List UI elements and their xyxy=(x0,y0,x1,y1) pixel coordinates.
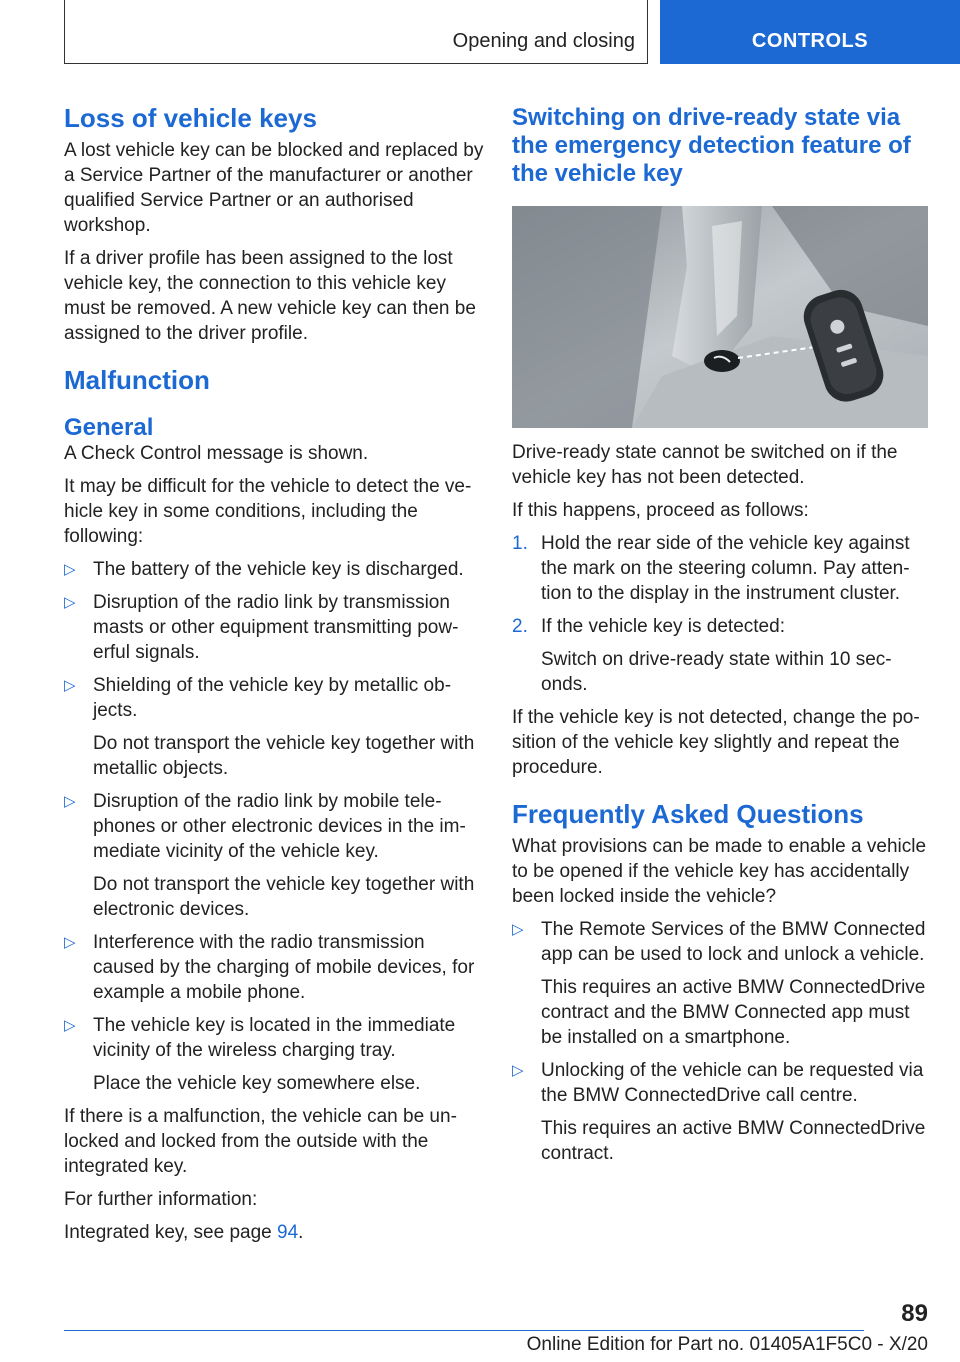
heading-loss-of-vehicle-keys: Loss of vehicle keys xyxy=(64,103,317,133)
paragraph: For further information: xyxy=(64,1189,258,1210)
list-item: ▷ Unlocking of the vehicle can be requested via the BMW ConnectedDrive call centre. This requires an active BMW ConnectedDrive contract. xyxy=(512,1058,928,1166)
paragraph: Drive-ready state cannot be switched on if the vehicle key has not been detected. xyxy=(512,442,898,488)
list-item-note: Place the vehicle key somewhere else. xyxy=(93,1073,421,1094)
step-number: 2. xyxy=(512,616,528,637)
list-item: ▷ The vehicle key is located in the immediate vicinity of the wireless charging tray. Place the vehicle key somewhere else. xyxy=(64,1013,484,1096)
paragraph: What provisions can be made to enable a vehicle to be opened if the vehicle key has accidentally been locked inside the vehicle? xyxy=(512,836,927,907)
paragraph: It may be difficult for the vehicle to detect the vehicle key in some conditions, including the following: xyxy=(64,476,472,547)
list-item: 1. Hold the rear side of the vehicle key against the mark on the steering column. Pay attention to the display in the instrument cluster. xyxy=(512,533,910,604)
malfunction-cause-list xyxy=(64,557,484,1096)
step-number: 1. xyxy=(512,533,528,554)
paragraph: If a driver profile has been assigned to the lost vehicle key, the connection to this vehicle key must be removed. A new vehicle key can then be assigned to the driver profile. xyxy=(64,248,476,344)
triangle-bullet-icon: ▷ xyxy=(64,677,76,694)
list-item-note: This requires an active BMW ConnectedDrive contract. xyxy=(541,1118,926,1164)
list-item: ▷ Disruption of the radio link by transmission masts or other equipment transmitting powerful signals. xyxy=(64,592,459,663)
list-item-note: Do not transport the vehicle key together with electronic devices. xyxy=(93,874,475,920)
paragraph: A lost vehicle key can be blocked and replaced by a Service Partner of the manufacturer or another qualified Service Partner or an authorised workshop. xyxy=(64,140,484,236)
list-item: ▷ Interference with the radio transmission caused by the charging of mobile devices, for example a mobile phone. xyxy=(64,932,475,1003)
left-column xyxy=(64,104,484,1253)
triangle-bullet-icon: ▷ xyxy=(64,1017,76,1034)
steering-column-illustration xyxy=(512,206,928,428)
faq-answer-list xyxy=(512,917,928,1166)
footer-edition: Online Edition for Part no. 01405A1F5C0 - X/20 xyxy=(526,1334,928,1355)
heading-malfunction: Malfunction xyxy=(64,365,210,395)
list-item: ▷ The battery of the vehicle key is discharged. xyxy=(64,559,464,580)
triangle-bullet-icon: ▷ xyxy=(512,1062,524,1079)
list-item: ▷ The Remote Services of the BMW Connected app can be used to lock and unlock a vehicle. This requires an active BMW ConnectedDrive contract and the BMW Connected app must be installed on a smartphone. xyxy=(512,917,928,1050)
page-link[interactable]: 94 xyxy=(277,1222,299,1243)
header-chapter-tab[interactable] xyxy=(660,0,960,64)
heading-general: General xyxy=(64,414,154,441)
header-chapter-title: CONTROLS xyxy=(751,30,869,52)
triangle-bullet-icon: ▷ xyxy=(64,793,76,810)
list-item: ▷ Disruption of the radio link by mobile telephones or other electronic devices in the immediate vicinity of the vehicle key. Do not transport the vehicle key together with electronic devices. xyxy=(64,789,484,922)
heading-switching-drive-ready: Switching on drive-ready state via the emergency detection feature of the vehicle key xyxy=(512,104,911,187)
triangle-bullet-icon: ▷ xyxy=(64,594,76,611)
paragraph: If there is a malfunction, the vehicle can be unlocked and locked from the outside with the integrated key. xyxy=(64,1106,457,1177)
list-item: 2. If the vehicle key is detected: Switch on drive-ready state within 10 seconds. xyxy=(512,614,928,697)
procedure-steps xyxy=(512,531,928,697)
steering-column-key-photo xyxy=(512,206,928,428)
header-section-title: Opening and closing xyxy=(452,30,635,52)
paragraph: If this happens, proceed as follows: xyxy=(512,500,809,521)
list-item: ▷ Shielding of the vehicle key by metallic objects. Do not transport the vehicle key together with metallic objects. xyxy=(64,673,484,781)
heading-frequently-asked-questions: Frequently Asked Questions xyxy=(512,799,864,829)
paragraph: A Check Control message is shown. xyxy=(64,443,369,464)
triangle-bullet-icon: ▷ xyxy=(512,921,524,938)
triangle-bullet-icon: ▷ xyxy=(64,934,76,951)
triangle-bullet-icon: ▷ xyxy=(64,561,76,578)
page-number: 89 xyxy=(901,1300,928,1327)
paragraph: If the vehicle key is not detected, change the position of the vehicle key slightly and repeat the procedure. xyxy=(512,707,920,778)
list-item-note: Switch on drive-ready state within 10 seconds. xyxy=(541,649,892,695)
footer-divider xyxy=(64,1330,864,1331)
list-item-note: This requires an active BMW ConnectedDrive contract and the BMW Connected app must be installed on a smartphone. xyxy=(541,977,926,1048)
header-section-box xyxy=(64,0,648,64)
list-item-note: Do not transport the vehicle key together with metallic objects. xyxy=(93,733,475,779)
paragraph-page-reference: Integrated key, see page 94. xyxy=(64,1222,304,1243)
right-column xyxy=(512,104,928,1174)
